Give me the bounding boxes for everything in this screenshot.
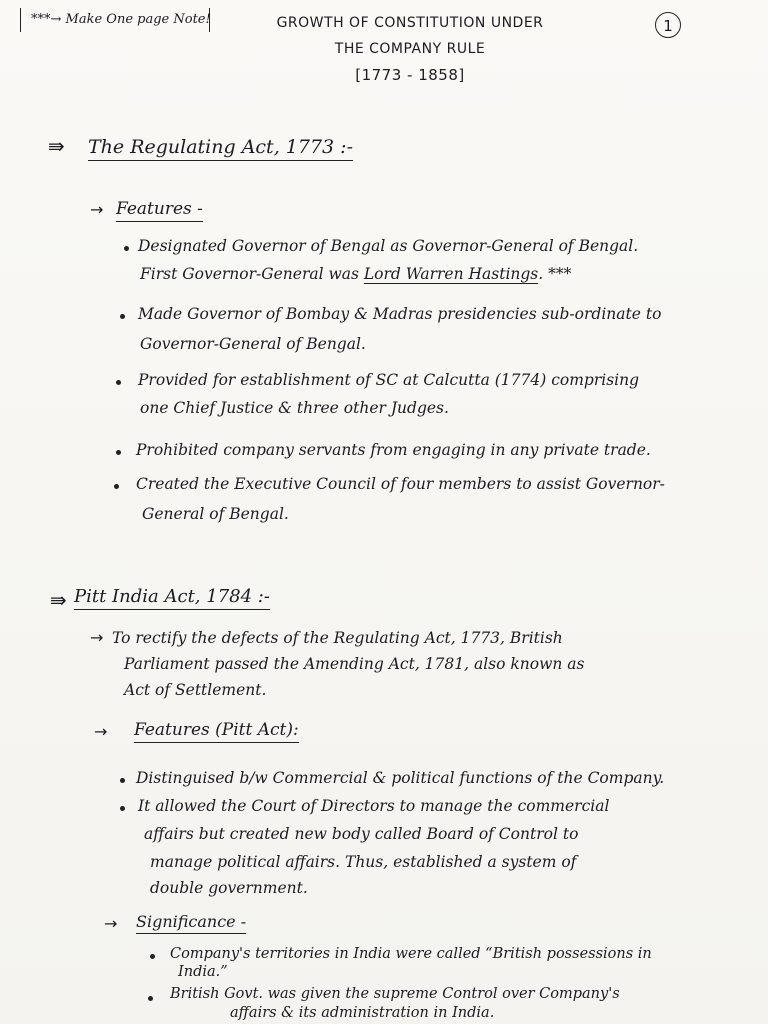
features-label-pitt-act: Features (Pitt Act): xyxy=(134,720,299,740)
bullet-icon xyxy=(120,778,125,783)
list-item-continuation: First Governor-General was Lord Warren Hastings. *** xyxy=(140,265,572,283)
arrow-icon: → xyxy=(104,914,118,933)
section-heading-pitt-india-act: Pitt India Act, 1784 :- xyxy=(74,586,270,607)
bullet-icon xyxy=(116,450,121,455)
title-line-3: [1773 - 1858] xyxy=(355,66,465,84)
bullet-icon xyxy=(120,314,125,319)
reminder-note: ***→ Make One page Note! xyxy=(20,8,210,32)
significance-label: Significance - xyxy=(136,912,246,931)
double-arrow-icon: ⇛ xyxy=(50,588,67,612)
features-label: Features - xyxy=(116,199,203,219)
list-item: Made Governor of Bombay & Madras presidencies sub-ordinate to xyxy=(138,305,662,323)
section-heading-regulating-act: The Regulating Act, 1773 :- xyxy=(88,136,353,158)
bullet-icon xyxy=(114,484,119,489)
list-item-continuation: manage political affairs. Thus, established a system of xyxy=(150,853,577,871)
list-item-continuation: General of Bengal. xyxy=(142,505,289,523)
list-item: Distinguised b/w Commercial & political functions of the Company. xyxy=(136,769,665,787)
list-item-continuation: double government. xyxy=(150,879,308,897)
arrow-icon: → xyxy=(90,628,104,647)
list-item: Provided for establishment of SC at Calcutta (1774) comprising xyxy=(138,371,640,389)
intro-line: To rectify the defects of the Regulating Act, 1773, British xyxy=(112,629,563,647)
list-item: It allowed the Court of Directors to manage the commercial xyxy=(138,797,610,815)
bullet-icon xyxy=(150,954,155,959)
list-item-continuation: affairs but created new body called Board of Control to xyxy=(144,825,579,843)
list-item-continuation: Governor-General of Bengal. xyxy=(140,335,366,353)
bullet-icon xyxy=(120,806,125,811)
intro-line: Act of Settlement. xyxy=(124,681,267,699)
title-line-1: GROWTH OF CONSTITUTION UNDER xyxy=(276,15,544,31)
bullet-icon xyxy=(116,380,121,385)
page-title xyxy=(240,10,580,88)
list-item: Prohibited company servants from engaging in any private trade. xyxy=(136,441,651,459)
bullet-icon xyxy=(148,996,153,1001)
double-arrow-icon: ⇛ xyxy=(48,134,65,158)
list-item: Designated Governor of Bengal as Governor-General of Bengal. xyxy=(138,237,639,255)
list-item-continuation: one Chief Justice & three other Judges. xyxy=(140,399,449,417)
list-item: Company's territories in India were called “British possessions in xyxy=(170,946,652,962)
list-item: British Govt. was given the supreme Control over Company's xyxy=(170,986,620,1002)
title-line-2: THE COMPANY RULE xyxy=(334,41,486,57)
highlighted-name: Lord Warren Hastings xyxy=(363,265,539,283)
list-item-continuation: affairs & its administration in India. xyxy=(230,1005,495,1021)
page-number: 1 xyxy=(655,12,681,38)
list-item-continuation: India.” xyxy=(178,964,228,980)
arrow-icon: → xyxy=(94,722,108,741)
arrow-icon: → xyxy=(90,200,104,219)
intro-line: Parliament passed the Amending Act, 1781, also known as xyxy=(124,655,585,673)
list-item: Created the Executive Council of four members to assist Governor- xyxy=(136,475,665,493)
bullet-icon xyxy=(124,246,129,251)
